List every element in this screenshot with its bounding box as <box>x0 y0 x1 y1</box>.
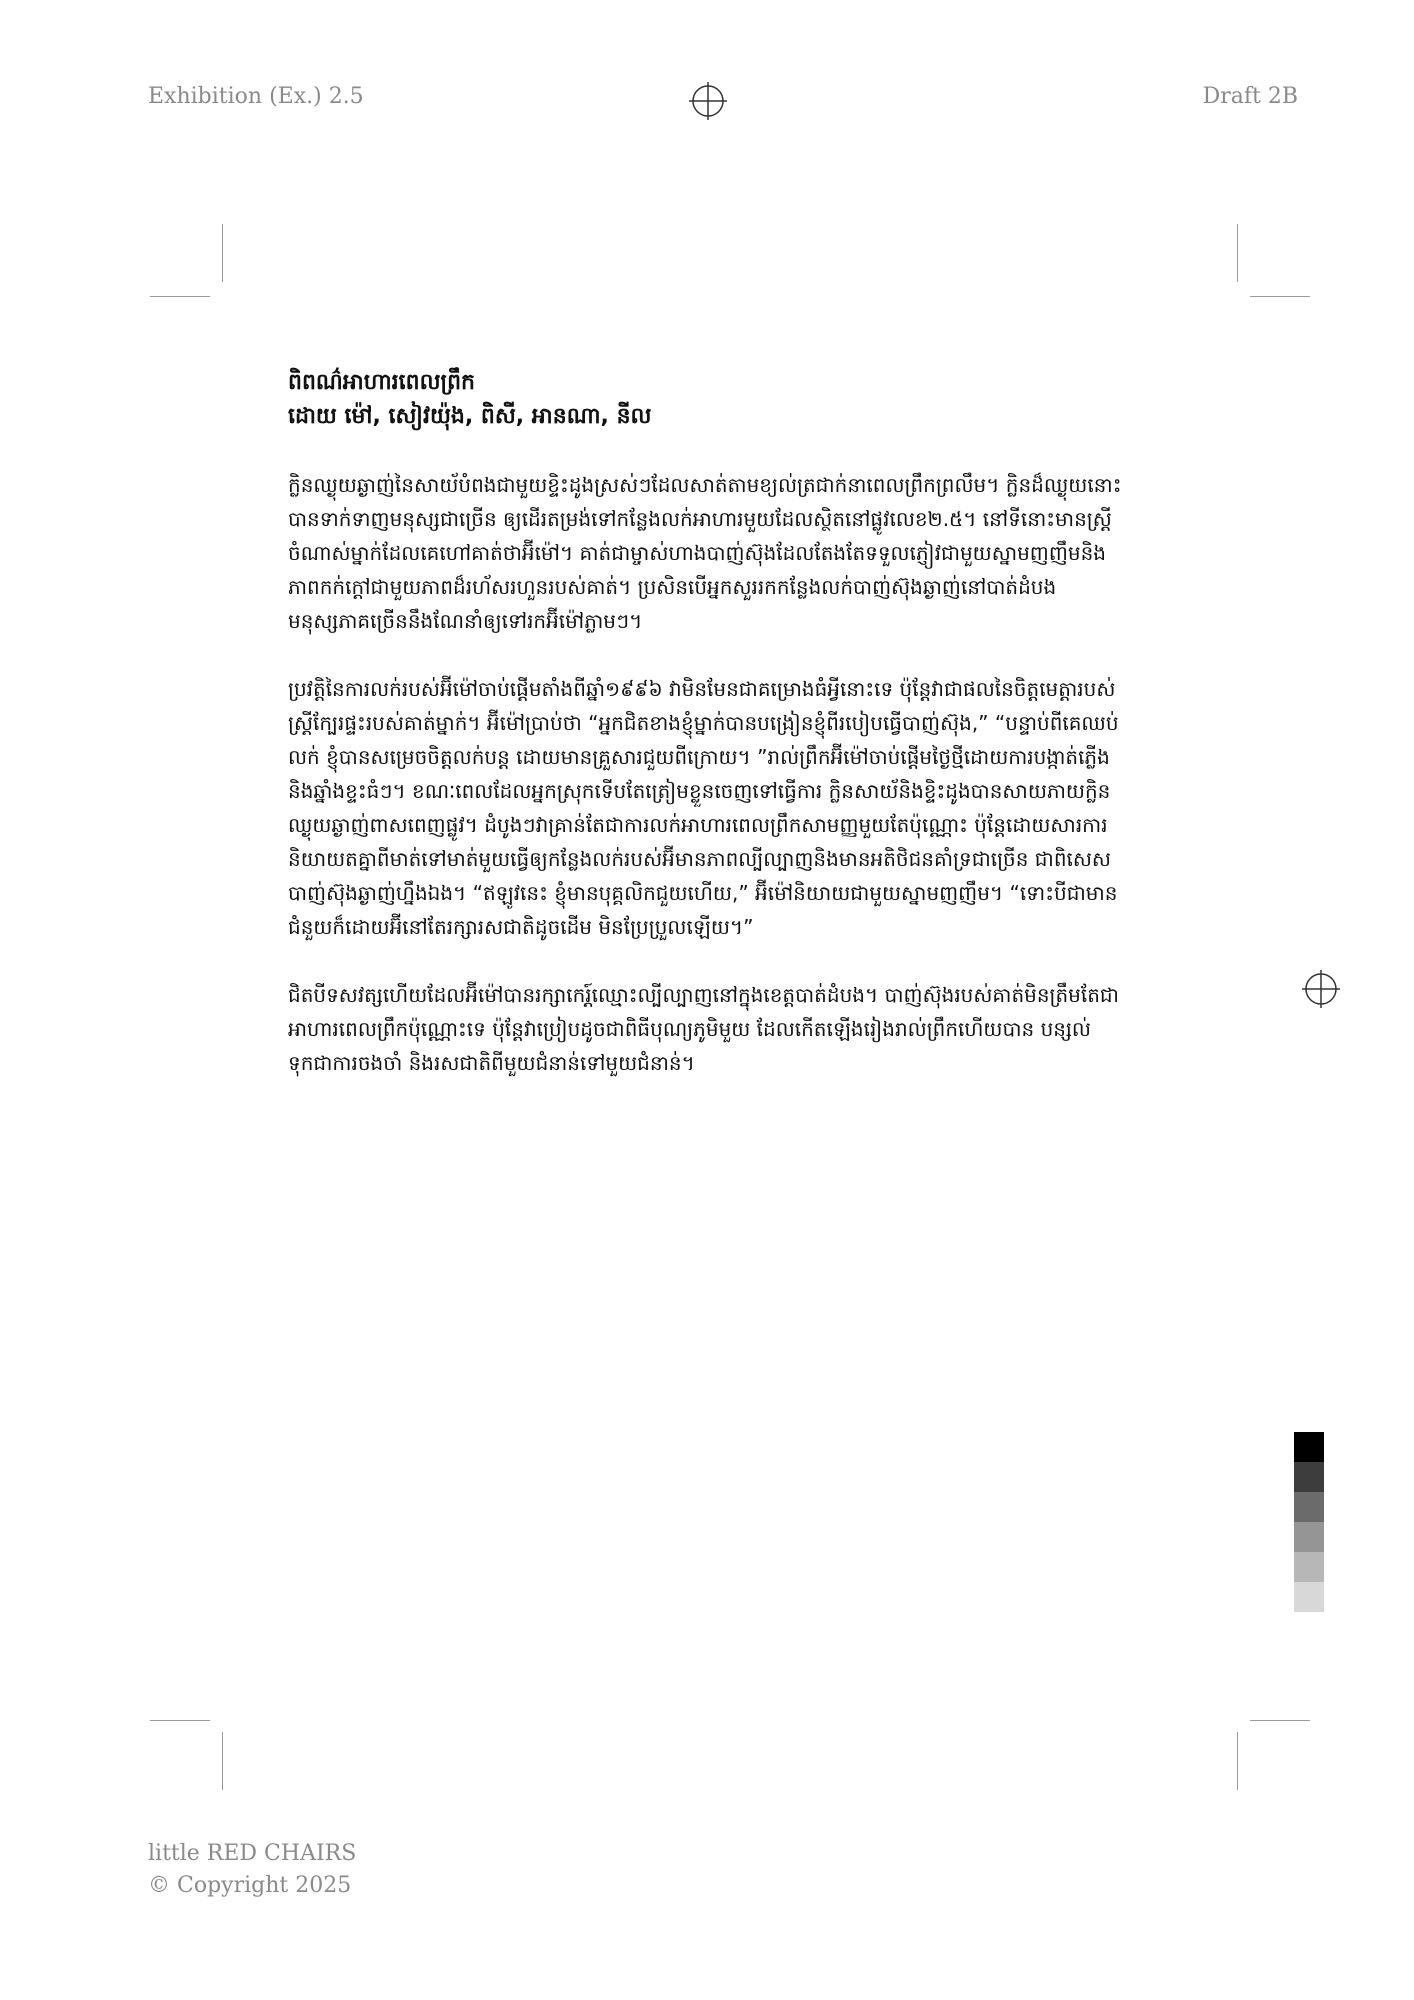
crop-mark-top-right-horizontal <box>1250 296 1310 297</box>
crop-mark-top-left-horizontal <box>150 296 210 297</box>
gray-swatch <box>1294 1582 1324 1612</box>
gray-swatch <box>1294 1432 1324 1462</box>
gray-swatch <box>1294 1552 1324 1582</box>
gray-swatch <box>1294 1522 1324 1552</box>
crop-mark-top-right-vertical <box>1237 224 1238 282</box>
gray-swatch <box>1294 1462 1324 1492</box>
crop-mark-bottom-left-horizontal <box>150 1720 210 1721</box>
crop-mark-bottom-right-horizontal <box>1250 1720 1310 1721</box>
article-title: ពិពណ៌អាហារពេលព្រឹក <box>288 370 476 395</box>
header-left-label: Exhibition (Ex.) 2.5 <box>148 84 364 109</box>
registration-mark-top-icon <box>689 82 727 120</box>
crop-mark-bottom-right-vertical <box>1237 1732 1238 1790</box>
article-paragraph: ក្លិនឈ្ងុយឆ្ងាញ់នៃសាយ័បំពងជាមួយខ្ទិះដូងស្រស់ៗដែលសាត់តាមខ្យល់ត្រជាក់នាពេលព្រឹកព្រលឹម។ ក្លិនដ៏ឈ្ងុយនោះបានទាក់ទាញមនុស្សជាច្រើន ឲ្យដើរតម្រង់ទៅកន្លែងលក់អាហារមួយដែលស្ថិតនៅផ្លូវលេខ២.៥។ នៅទីនោះមានស្ត្រីចំណាស់ម្នាក់ដែលគេហៅគាត់ថាអ៊ីម៉ៅ។ គាត់ជាម្ចាស់ហាងបាញ់ស៊ុងដែលតែងតែទទួលភ្ញៀវជាមួយស្នាមញញឹមនិងភាពកក់ក្ដៅជាមួយភាពដ៏រហ័សរហួនរបស់គាត់។ ប្រសិនបើអ្នកសួររកកន្លែងលក់បាញ់ស៊ុងឆ្ងាញ់នៅបាត់ដំបងមនុស្សភាគច្រើននឹងណែនាំឲ្យទៅរកអ៊ីម៉ៅភ្លាមៗ។ <box>288 473 1122 633</box>
article <box>288 366 1128 1114</box>
registration-mark-right-icon <box>1302 970 1340 1008</box>
header-right-label: Draft 2B <box>1202 84 1298 109</box>
footer <box>148 1838 356 1902</box>
gray-swatch <box>1294 1492 1324 1522</box>
article-byline: ដោយ ម៉ៅ, សៀវយ៉ុង, ពិសី, អានណា, នីល <box>288 404 652 429</box>
article-paragraph: ជិតបីទសវត្សហើយដែលអ៊ីម៉ៅបានរក្សាកេរ្ត៍ឈ្មោះល្បីល្បាញនៅក្នុងខេត្តបាត់ដំបង។ បាញ់ស៊ុងរបស់គាត់មិនត្រឹមតែជាអាហារពេលព្រឹកប៉ុណ្ណោះទេ ប៉ុន្តែវាប្រៀបដូចជាពិធីបុណ្យភូមិមួយ ដែលកើតឡើងរៀងរាល់ព្រឹកហើយបាន បន្សល់ទុកជាការចងចាំ និងរសជាតិពីមួយជំនាន់ទៅមួយជំនាន់។ <box>288 983 1119 1075</box>
grayscale-color-bar <box>1294 1432 1324 1612</box>
crop-mark-top-left-vertical <box>222 224 223 282</box>
footer-copyright: © Copyright 2025 <box>148 1873 352 1898</box>
crop-mark-bottom-left-vertical <box>222 1732 223 1790</box>
footer-brand: little RED CHAIRS <box>148 1841 357 1866</box>
article-paragraph: ប្រវត្តិនៃការលក់របស់អ៊ីម៉ៅចាប់ផ្ដើមតាំងពីឆ្នាំ១៩៩៦ វាមិនមែនជាគម្រោងធំអ្វីនោះទេ ប៉ុន្តែវាជាផលនៃចិត្តមេត្តារបស់ស្ត្រីក្បែរផ្ទះរបស់គាត់ម្នាក់។ អ៊ីម៉ៅប្រាប់ថា “អ្នកជិតខាងខ្ញុំម្នាក់បានបង្រៀនខ្ញុំពីរបៀបធ្វើបាញ់ស៊ុង,” “បន្ទាប់ពីគេឈប់លក់ ខ្ញុំបានសម្រេចចិត្តលក់បន្ត ដោយមានគ្រួសារជួយពីក្រោយ។ ”រាល់ព្រឹកអ៊ីម៉ៅចាប់ផ្ដើមថ្ងៃថ្មីដោយការបង្កាត់ភ្លើងនិងឆ្នាំងខ្ទះធំៗ។ ខណៈពេលដែលអ្នកស្រុកទើបតែត្រៀមខ្លួនចេញទៅធ្វើការ ក្លិនសាយ័និងខ្ទិះដូងបានសាយភាយក្លិនឈ្ងុយឆ្ងាញ់ពាសពេញផ្លូវ។ ដំបូងៗវាគ្រាន់តែជាការលក់អាហារពេលព្រឹកសាមញ្ញមួយតែប៉ុណ្ណោះ ប៉ុន្តែដោយសារការនិយាយតគ្នាពីមាត់ទៅមាត់មួយធ្វើឲ្យកន្លែងលក់របស់អ៊ីមានភាពល្បីល្បាញនិងមានអតិថិជនគាំទ្រជាច្រើន ជាពិសេសបាញ់ស៊ុងឆ្ងាញ់ហ្នឹងឯង។ “ឥឡូវនេះ ខ្ញុំមានបុគ្គលិកជួយហើយ,” អ៊ីម៉ៅនិយាយជាមួយស្នាមញញឹម។ “ទោះបីជាមានជំនួយក៏ដោយអ៊ីនៅតែរក្សារសជាតិដូចដើម មិនប្រែប្រួលឡើយ។” <box>288 677 1119 939</box>
